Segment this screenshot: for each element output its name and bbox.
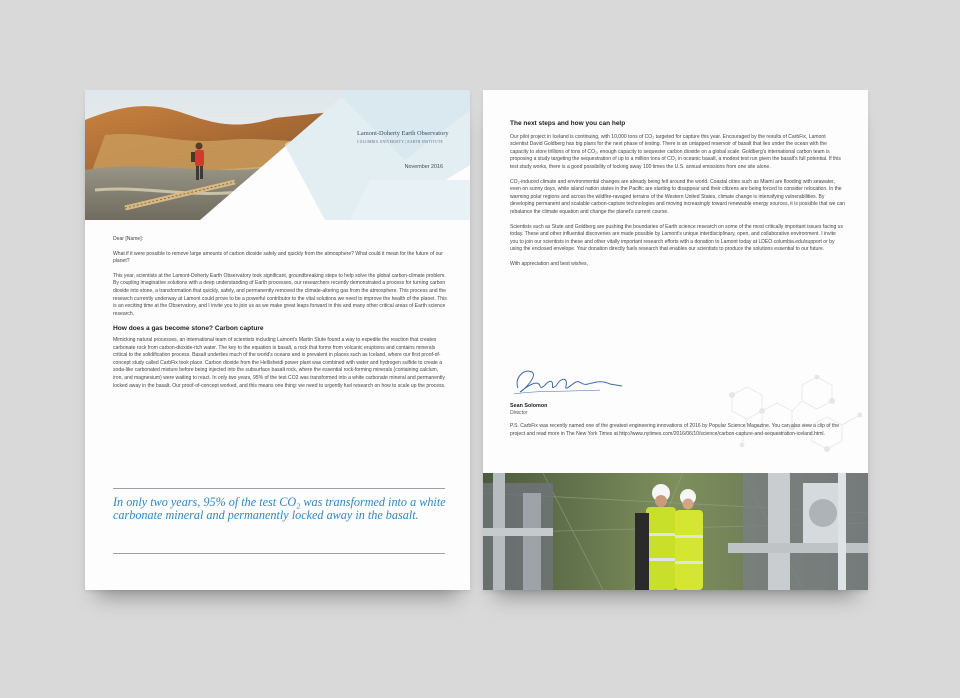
salutation: Dear [Name]: [113,236,144,242]
letter-page-right [483,90,868,590]
pullquote: In only two years, 95% of the test CO₂ was transformed into a white carbonate mineral and permanently locked away in the basalt. [113,495,446,522]
signer-name: Sean Solomon [510,403,548,409]
signer-block [510,403,547,416]
photo-scientists-at-facility [483,473,868,590]
paragraph-overview: This year, scientists at the Lamont-Doherty Earth Observatory took significant, groundbreaking steps to help solve the global carbon-climate problem. By coupling imaginative solutions with a deep understanding of Earth processes, our researchers recently demonstrated a process for turning carbon dioxide into stone, a transformation that quickly, safely, and permanently removed the climate-altering gas from the atmosphere. This process and the research currently underway at Lamont could prove to be a powerful contributor to the vital solutions we need to improve the health of the planet. This is an exciting time at the Observatory, and I invite you to join us as we make great leaps forward in this and many other critical areas of Earth science research. [113,272,447,317]
organization-name [357,130,465,144]
letter-body-right [510,120,845,276]
letter-page-left [85,90,470,590]
paragraph-next-steps: Our pilot project in Iceland is continuing, with 10,000 tons of CO₂ targeted for capture this year. Encouraged by the results of CarbFix, Lamont scientist David Goldberg has big plans for the next phase of testing. There is an untapped reservoir of basalt that lies under the ocean with the capacity to store trillions of tons of CO₂, enough capacity to sequester carbon dioxide on a global scale. Goldberg's international carbon team is proposing a study targeting the sequestration of up to a million tons of CO₂ in oceanic basalt, a modest test run given the basalt's full potential. If this test study works, there is a good possibility of locking away 100 times the U.S. annual emissions from one site alone. [510,133,841,170]
pullquote-rule-bottom [113,553,445,554]
org-name-text: Lamont-Doherty Earth Observatory [357,130,449,137]
postscript: P.S. CarbFix was recently named one of the greatest engineering innovations of 2016 by Popular Science Magazine. You can also view a clip of the project and read more in The New York Times at http://www.nytimes.com/2016/06/10/science/carbon-capture-and-sequestration-iceland.html. [510,423,839,437]
hero-image-iceland-hiker [85,90,470,220]
section-heading-next-steps: The next steps and how you can help [510,120,626,127]
closing: With appreciation and best wishes, [510,260,588,267]
section-heading-carbon-capture: How does a gas become stone? Carbon capture [113,325,264,333]
signer-title: Director [510,410,528,416]
paragraph-invitation: Scientists such as Stute and Goldberg are pushing the boundaries of Earth science research on some of the most critically important issues facing us today. These and other influential discoveries are made possible by Lamont's unique interdisciplinary, open, and collaborative environment. I invite you to join our scientists in these and other vitally important research efforts with a donation to Lamont today at LDEO.columbia.edu/support or by using the enclosed envelope. Your donation directly fuels research that enables our scientists to produce the solutions essential to our future. [510,223,843,253]
letter-body-left [113,236,448,397]
signature-image [510,360,630,400]
letter-date: November 2016 [404,164,443,170]
paragraph-intro: What if it were possible to remove large amounts of carbon dioxide safely and quickly from the atmosphere? What could it mean for the future of our planet? [113,250,443,265]
paragraph-carbon-capture: Mimicking natural processes, an international team of scientists including Lamont's Martin Stute found a way to expedite the reaction that creates carbonate rock from carbon-dioxide-rich water. The key to the equation is basalt, a rock that forms from volcanic eruptions and contains minerals critical to the solidification process. Basalt underlies much of the world's oceans and is prevalent in places such as Iceland, where our first proof-of-concept study called CarbFix took place. Carbon dioxide from the Hellisheidi power plant was combined with water and hydrogen sulfide to create a soda-like carbonated mixture before being injected into the subsurface basalt rock, where the essential rock-forming minerals (containing calcium, iron, and magnesium) were waiting to react. In only two years, 95% of the test CO2 was transformed into a white carbonate mineral and permanently locked away in the basalt. Our proof-of-concept worked, and this means one thing: we need to urgently fuel research on how to scale up the process. [113,336,446,389]
pullquote-rule-top [113,488,445,489]
org-subtitle: COLUMBIA UNIVERSITY | EARTH INSTITUTE [357,140,443,144]
paragraph-climate-impacts: CO₂-induced climate and environmental changes are already being felt around the world. Coastal cities such as Miami are flooding with seawater, even on sunny days, while island nation states in the Pacific are starting to disappear and their citizens are being forced to consider relocation. In the warming polar regions and across the wildfire-ravaged terrains of the Western United States, climate change is intensifying vulnerabilities. By developing permanent and scalable carbon-capture technologies and moving increasingly toward renewable energy sources, it is possible that we can rebalance the climate equation and change the planet's current course. [510,178,845,215]
